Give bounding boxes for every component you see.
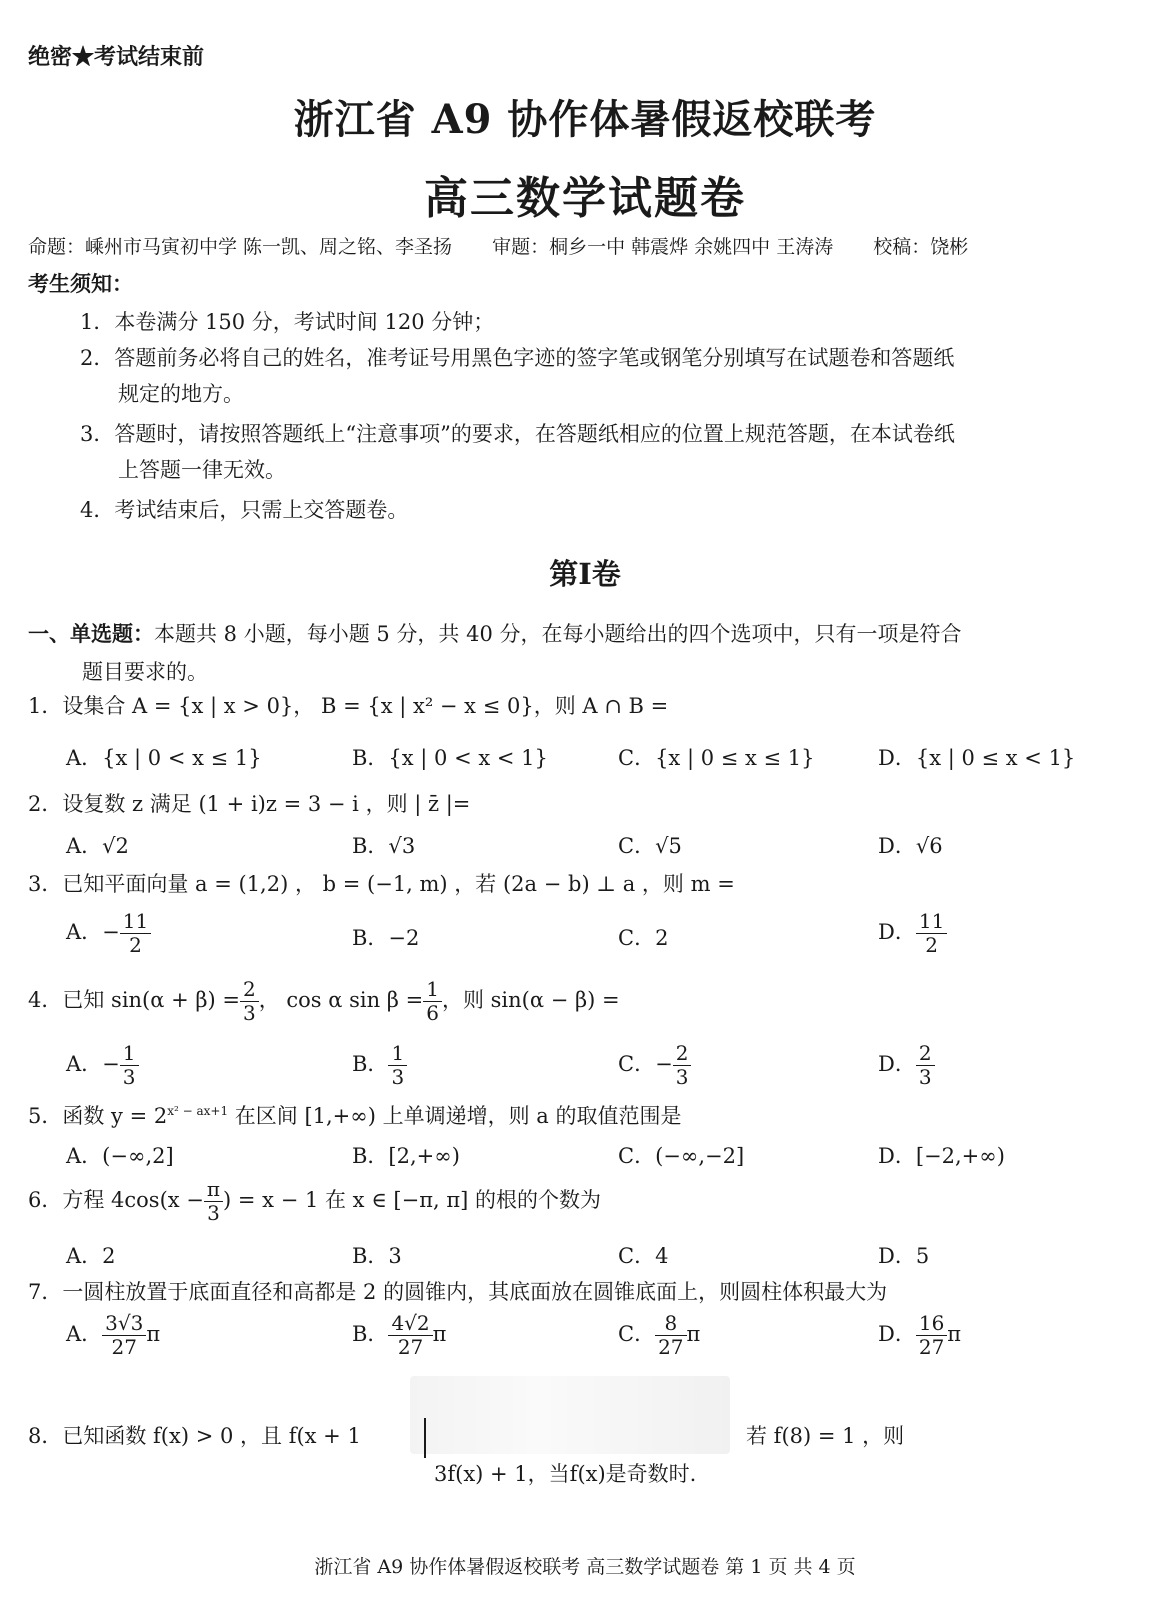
question-5-stem: 5．函数 $y = 2^{x^2 - ax+1}$ 在区间 [1,+∞) 上单调递增，则 a 的取值范围是 [28,1104,682,1128]
section-intro-cont: 题目要求的。 [82,660,208,684]
q1-option-c: C．{x | 0 ≤ x ≤ 1} [618,746,815,770]
page-footer: 浙江省 A9 协作体暑假返校联考 高三数学试题卷 第 1 页 共 4 页 [314,1556,856,1578]
q3-option-d-label: D． [878,920,916,944]
q2-option-d: D．√6 [878,834,943,858]
q3-option-a: A．− $\frac{11}{2}$ [66,910,151,957]
question-8-stem: 8．已知函数 f(x) > 0 ，且 f(x + 1 [28,1424,361,1448]
fraction: $\frac{16}{27}$ [916,1312,947,1359]
fraction: $\frac{8}{27}$ [655,1312,686,1359]
question-7-stem: 7．一圆柱放置于底面直径和高都是 2 的圆锥内，其底面放在圆锥底面上，则圆柱体积最大为 [28,1280,888,1304]
question-2-stem: 2．设复数 z 满足 (1 + i)z = 3 − i ，则 | z̄ |= [28,792,471,816]
notice-item: 规定的地方。 [118,382,244,406]
fraction: $\frac{1}{6}$ [423,978,442,1025]
exam-subtitle: 高三数学试题卷 [424,173,746,224]
q5-option-c: C．(−∞,−2] [618,1144,745,1168]
q1-option-a: A．{x | 0 < x ≤ 1} [66,746,262,770]
q3-option-a-label: A． [66,920,103,944]
exponent: x² − ax+1 [167,1104,229,1118]
question-1-stem: 1．设集合 A = {x | x > 0}， B = {x | x² − x ≤ 0}，则 A ∩ B = [28,694,669,718]
q7-option-b: B． $\frac{4√2}{27}$ π [352,1311,447,1359]
q4-option-a: A．− $\frac{1}{3}$ [66,1042,139,1089]
q7-option-d: D． $\frac{16}{27}$ π [878,1311,962,1359]
question-6-stem: 6．方程 4cos(x − $\frac{\pi}{3}$ ) = x − 1 在 x ∈ [−π, π] 的根的个数为 [28,1177,602,1225]
fraction: $\frac{2}{3}$ [673,1042,692,1089]
confidential-label: 绝密★考试结束前 [28,44,205,70]
section-intro [28,618,962,648]
question-8-stem-end: 若 f(8) = 1 ，则 [746,1424,905,1448]
q6-option-d: D．5 [878,1244,930,1268]
q3-option-c: C．2 [618,926,669,950]
fraction: $\frac{1}{3}$ [120,1042,139,1089]
q4-option-c: C．− $\frac{2}{3}$ [618,1042,691,1089]
q6-option-a: A．2 [66,1244,116,1268]
redacted-area [410,1376,730,1454]
credit-proofreader: 校稿：饶彬 [873,236,969,258]
q7-option-c: C． $\frac{8}{27}$ π [618,1311,701,1359]
q3-option-b: B．−2 [352,926,420,950]
q6-option-c: C．4 [618,1244,669,1268]
q2-option-c: C．√5 [618,834,682,858]
fraction: $\frac{2}{3}$ [916,1042,935,1089]
fraction: $\frac{11}{2}$ [120,910,151,957]
notice-heading: 考生须知： [28,271,133,296]
question-4-stem: 4．已知 sin(α + β) = $\frac{2}{3}$ ， cos α sin β = $\frac{1}{6}$ ，则 sin(α − β) = [28,977,620,1025]
q5-option-a: A．(−∞,2] [66,1144,174,1168]
fraction: $\frac{3√3}{27}$ [102,1312,146,1359]
fraction: $\frac{\pi}{3}$ [204,1178,223,1225]
q5-option-b: B．[2,+∞) [352,1144,460,1168]
fraction: $\frac{1}{3}$ [388,1042,407,1089]
credit-author: 命题：嵊州市马寅初中学 陈一凯、周之铭、李圣扬 [28,236,453,258]
q1-option-b: B．{x | 0 < x < 1} [352,746,548,770]
section-intro-bold: 一、单选题： [28,621,154,646]
question-8-case: 3f(x) + 1，当f(x)是奇数时. [434,1462,697,1486]
fraction: $\frac{2}{3}$ [240,978,259,1025]
exam-title: 浙江省 A9 协作体暑假返校联考 [293,96,877,143]
question-3-stem: 3．已知平面向量 a = (1,2) ， b = (−1, m) ，若 (2a − b) ⊥ a ，则 m = [28,872,735,896]
fraction: $\frac{11}{2}$ [916,910,947,957]
credit-reviewer: 审题：桐乡一中 韩震烨 余姚四中 王涛涛 [492,236,834,258]
section-title: 第Ⅰ卷 [549,557,621,591]
q7-option-a: A． $\frac{3√3}{27}$ π [66,1311,161,1359]
notice-item: 1．本卷满分 150 分，考试时间 120 分钟； [80,310,495,334]
piecewise-brace [424,1418,430,1458]
q4-option-d: D． $\frac{2}{3}$ [878,1042,935,1089]
q5-option-d: D．[−2,+∞) [878,1144,1005,1168]
fraction: $\frac{4√2}{27}$ [388,1312,432,1359]
q1-option-d: D．{x | 0 ≤ x < 1} [878,746,1076,770]
credits-line [28,232,1002,259]
section-intro-text: 本题共 8 小题，每小题 5 分，共 40 分，在每小题给出的四个选项中，只有一项是符合 [154,622,962,646]
notice-item: 3．答题时，请按照答题纸上“注意事项”的要求，在答题纸相应的位置上规范答题，在本试卷纸 [80,422,955,446]
q2-option-a: A．√2 [66,834,129,858]
q2-option-b: B．√3 [352,834,416,858]
notice-item: 2．答题前务必将自己的姓名，准考证号用黑色字迹的签字笔或钢笔分别填写在试题卷和答题纸 [80,346,955,370]
notice-item: 4．考试结束后，只需上交答题卷。 [80,498,409,522]
q6-option-b: B．3 [352,1244,402,1268]
notice-item: 上答题一律无效。 [118,458,286,482]
q4-option-b: B． $\frac{1}{3}$ [352,1042,407,1089]
q3-option-d [878,910,947,957]
